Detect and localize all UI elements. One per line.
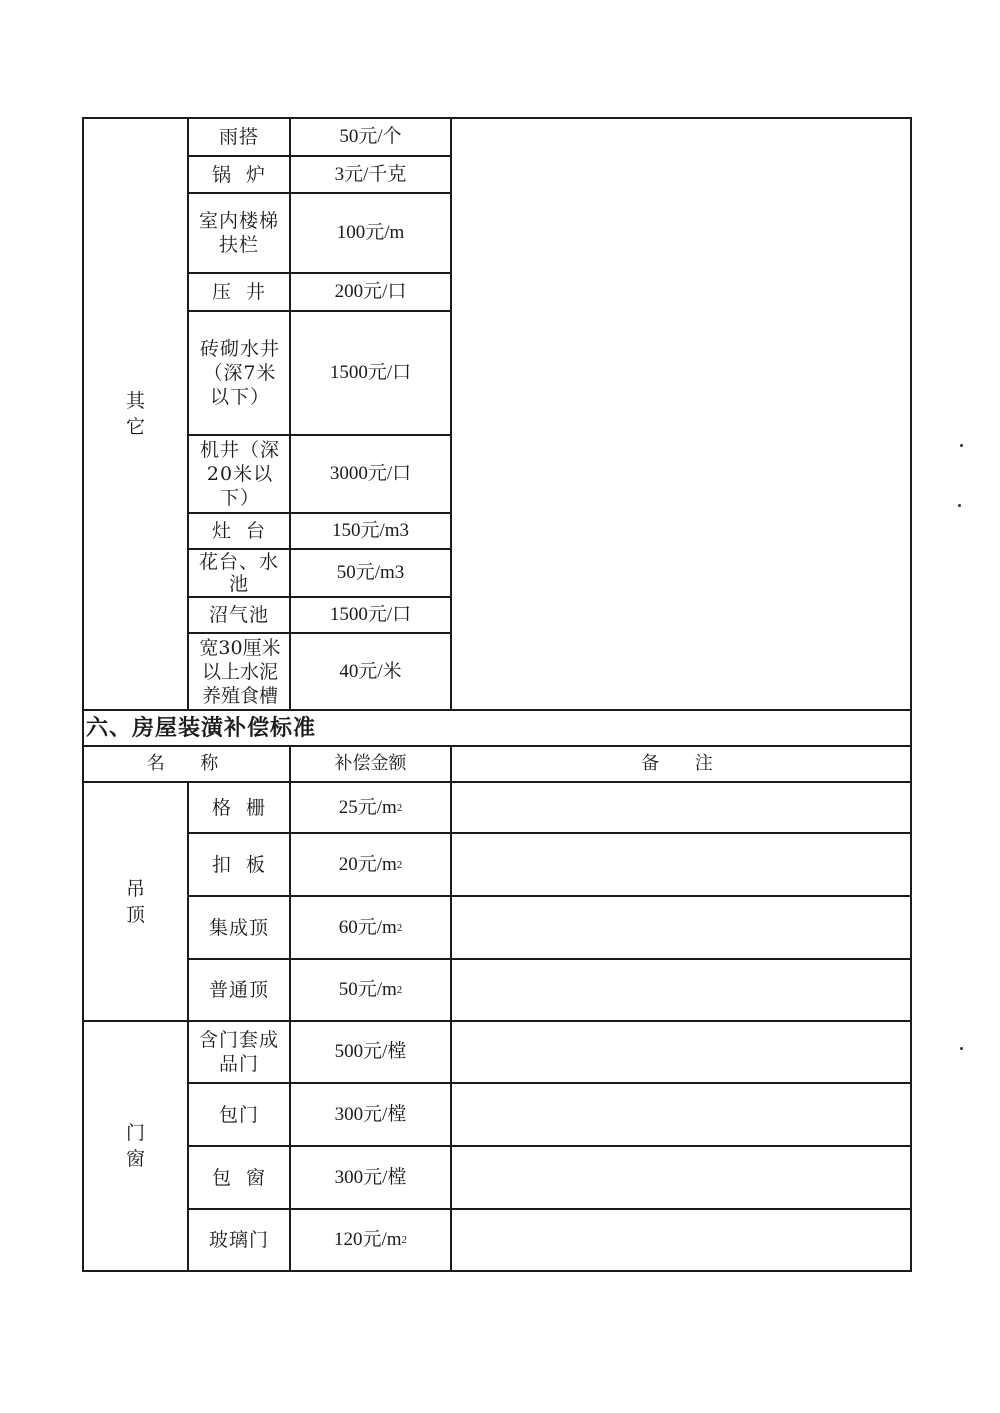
item-amount: 1500元/口 — [329, 362, 412, 383]
amount-text: 50元/m — [338, 979, 397, 1000]
table-border-right — [910, 117, 912, 1272]
item-amount: 50元/个 — [339, 126, 402, 147]
scan-speck — [960, 444, 963, 447]
item-name: 包门 — [218, 1103, 259, 1126]
item-amount: 500元/樘 — [334, 1041, 407, 1062]
item-name: 花台、水池 — [198, 551, 279, 595]
section-divider — [82, 709, 912, 711]
amount-text: 60元/m — [338, 916, 397, 938]
item-amount: 60元/m 2 — [338, 916, 403, 938]
category-cell — [84, 119, 187, 709]
amount-text: 120元/m — [333, 1229, 402, 1250]
item-name: 集成顶 — [208, 916, 269, 939]
item-name: 宽30厘米以上水泥养殖食槽 — [199, 636, 281, 707]
item-name: 压 井 — [211, 281, 267, 303]
item-name: 含门套成品门 — [198, 1029, 279, 1075]
category-cell — [84, 783, 187, 1020]
item-name: 灶 台 — [211, 520, 267, 542]
amount-text: 20元/m — [338, 853, 397, 875]
item-amount: 150元/m3 — [331, 520, 410, 541]
header-name: 名 称 — [146, 753, 227, 774]
scan-speck — [958, 504, 961, 507]
category-cell — [84, 1022, 187, 1270]
item-amount: 120元/m 2 — [333, 1229, 408, 1250]
item-amount: 300元/樘 — [334, 1166, 407, 1188]
item-amount: 200元/口 — [334, 281, 407, 302]
col-divider — [450, 117, 452, 709]
item-amount: 50元/m 2 — [338, 979, 403, 1000]
item-amount: 1500元/口 — [329, 604, 412, 625]
category-label: 门窗 — [125, 1122, 145, 1170]
scan-speck — [960, 1047, 963, 1050]
item-name: 砖砌水井（深7米以下） — [199, 338, 280, 408]
item-name: 格 栅 — [211, 796, 267, 819]
item-name: 普通顶 — [208, 979, 269, 1001]
amount-text: 25元/m — [338, 796, 397, 818]
item-name: 玻璃门 — [208, 1229, 269, 1251]
item-amount: 50元/m3 — [336, 562, 405, 583]
category-label: 其它 — [125, 390, 145, 438]
item-amount: 300元/樘 — [334, 1103, 407, 1125]
item-amount: 3000元/口 — [329, 463, 412, 484]
header-remark: 备 注 — [641, 753, 721, 774]
item-amount: 25元/m 2 — [338, 796, 403, 818]
item-name: 扣 板 — [211, 853, 267, 876]
item-name: 包 窗 — [211, 1166, 267, 1189]
item-name: 雨搭 — [218, 126, 259, 148]
item-amount: 40元/米 — [339, 660, 402, 682]
item-name: 室内楼梯扶栏 — [198, 210, 279, 256]
header-amount: 补偿金额 — [334, 753, 407, 774]
item-name: 机井（深20米以下） — [199, 439, 280, 509]
item-name: 沼气池 — [208, 604, 269, 626]
col-divider — [450, 745, 452, 1272]
category-label: 吊顶 — [125, 877, 145, 926]
item-amount: 20元/m 2 — [338, 853, 403, 875]
item-name: 锅 炉 — [211, 163, 267, 186]
item-amount: 100元/m — [336, 222, 405, 243]
table-border-bottom — [82, 1270, 912, 1272]
item-amount: 3元/千克 — [334, 163, 407, 185]
section-title: 六、房屋装潢补偿标准 — [86, 716, 317, 741]
